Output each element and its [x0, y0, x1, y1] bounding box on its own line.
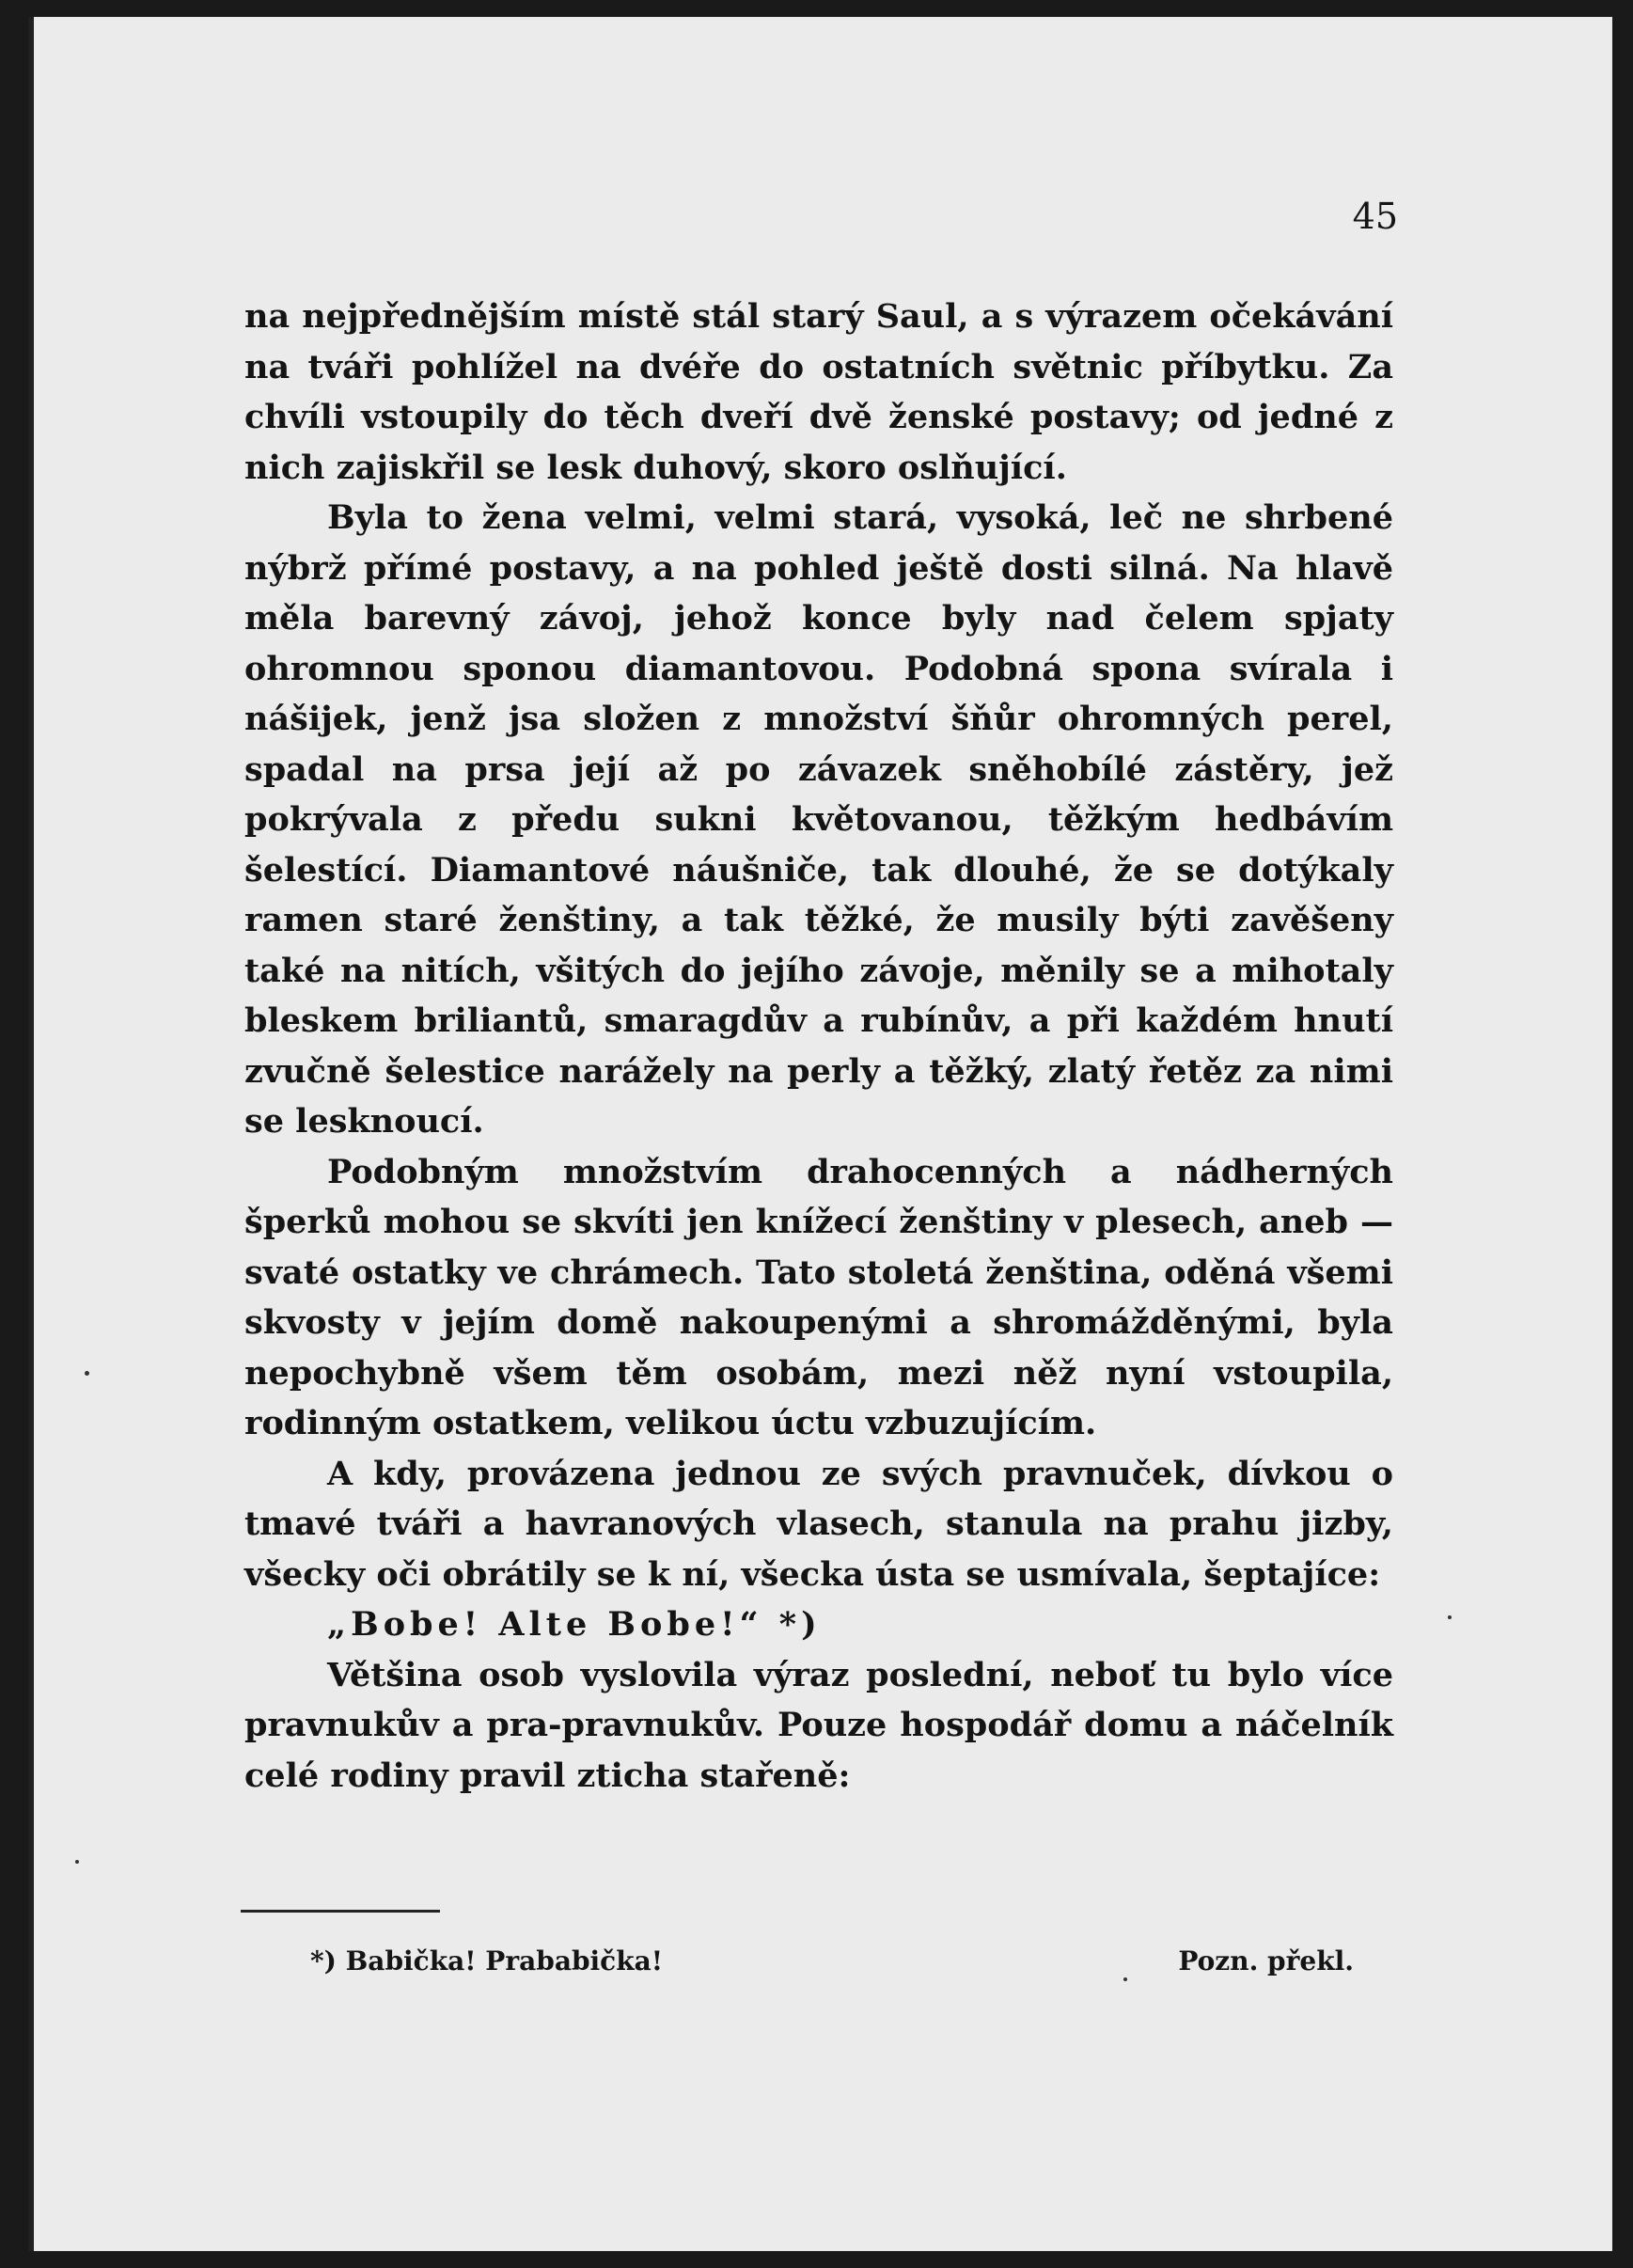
footnote	[310, 1945, 1354, 1977]
scan-speck	[1448, 1615, 1452, 1619]
scan-speck	[1123, 1977, 1127, 1981]
scan-speck	[75, 1860, 79, 1864]
paragraph-1: na nejpřednějším místě stál starý Saul, a s výrazem očekávání na tváři pohlížel na dvéře do ostatních světnic příbytku. Za chvíli vstoupily do těch dveří dvě ženské postavy; od jedné z nich zajiskřil se lesk duhový, skoro oslňující.	[244, 297, 1393, 487]
body-text	[244, 291, 1393, 1801]
book-page	[28, 17, 1612, 2251]
paragraph-4: A kdy, provázena jednou ze svých pravnuček, dívkou o tmavé tváři a havranových vlasech, stanula na prahu jizby, všecky oči obrátily se k ní, všecka ústa se usmívala, šeptajíce:	[244, 1454, 1393, 1594]
page-binding-edge	[28, 17, 34, 2251]
paragraph-2: Byla to žena velmi, velmi stará, vysoká, leč ne shrbené nýbrž přímé postavy, a na pohled ještě dosti silná. Na hlavě měla barevný závoj, jehož konce byly nad čelem spjaty ohromnou sponou diamantovou. Podobná spona svírala i nášijek, jenž jsa složen z množství šňůr ohromných perel, spadal na prsa její až po závazek sněhobílé zástěry, jež pokrývala z předu sukni květovanou, těžkým hedbávím šelestící. Diamantové náušniče, tak dlouhé, že se dotýkaly ramen staré ženštiny, a tak těžké, že musily býti zavěšeny také na nitích, všitých do jejího závoje, měnily se a mihotaly bleskem briliantů, smaragdův a rubínův, a při každém hnutí zvučně šelestice narážely na perly a těžký, zlatý řetěz za nimi se lesknoucí.	[244, 498, 1393, 1141]
paragraph-3: Podobným množstvím drahocenných a nádherných šperků mohou se skvíti jen knížecí ženštiny v plesech, aneb — svaté ostatky ve chrámech. Tato stoletá ženština, oděná všemi skvosty v jejím domě nakoupenými a shromážděnými, byla nepochybně všem těm osobám, mezi něž nyní vstoupila, rodinným ostatkem, velikou úctu vzbuzujícím.	[244, 1152, 1393, 1442]
translator-note: Pozn. překl.	[1178, 1945, 1354, 1977]
footnote-divider	[241, 1910, 440, 1913]
footnote-text: *) Babička! Prababička!	[310, 1945, 664, 1977]
page-number: 45	[1352, 196, 1398, 237]
scan-speck	[85, 1371, 89, 1376]
paragraph-6: Většina osob vyslovila výraz poslední, neboť tu bylo více pravnukův a pra-pravnukův. Pouze hospodář domu a náčelník celé rodiny pravil zticha stařeně:	[244, 1655, 1393, 1795]
quoted-exclamation: „Bobe! Alte Bobe!“ *)	[327, 1605, 822, 1644]
